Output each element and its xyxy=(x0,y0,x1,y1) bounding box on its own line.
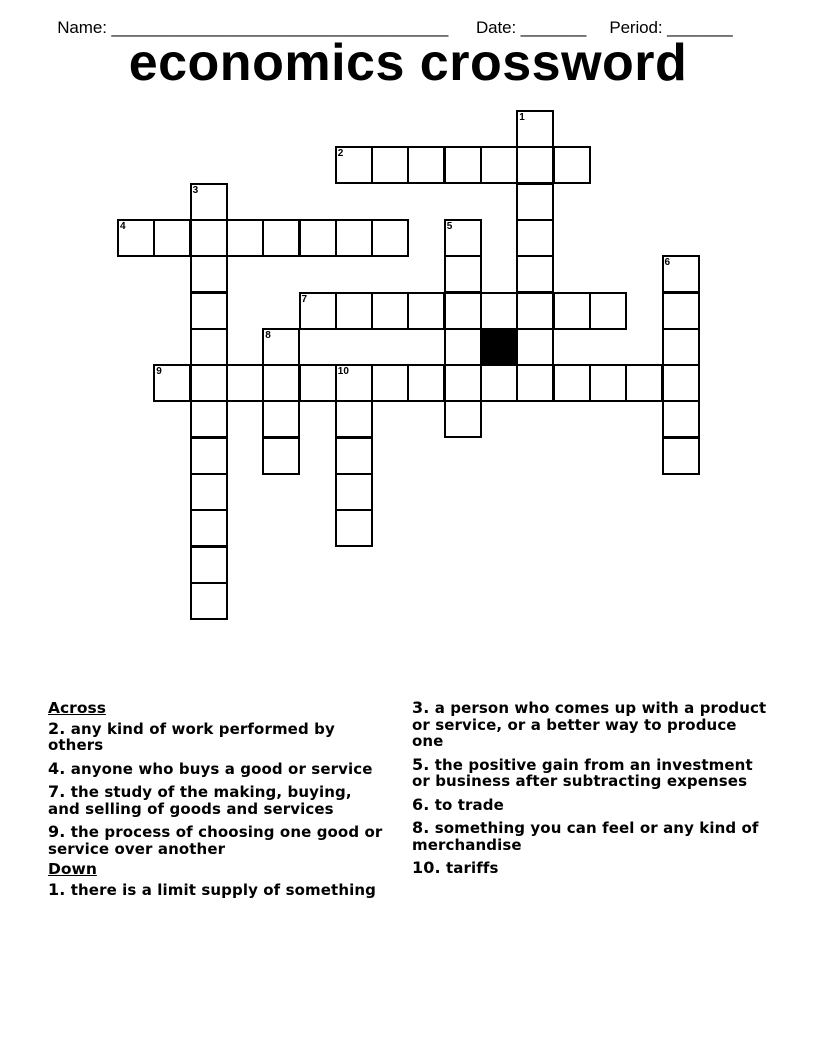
grid-cell[interactable] xyxy=(444,219,482,257)
grid-cell[interactable] xyxy=(335,473,373,511)
clue-down-6 xyxy=(412,794,772,814)
grid-cell[interactable] xyxy=(444,146,482,184)
grid-cell[interactable] xyxy=(407,364,445,402)
grid-cell[interactable] xyxy=(371,146,409,184)
grid-cell[interactable] xyxy=(516,219,554,257)
grid-cell[interactable] xyxy=(299,219,337,257)
clue-text: the process of choosing one good or service over another xyxy=(48,823,383,858)
clue-text: there is a limit supply of something xyxy=(65,880,376,899)
period-blank[interactable]: _______ xyxy=(662,18,733,37)
grid-cell[interactable] xyxy=(589,292,627,330)
grid-cell[interactable] xyxy=(480,364,518,402)
cell-number: 10 xyxy=(337,366,349,378)
grid-cell[interactable] xyxy=(407,292,445,330)
grid-cell[interactable] xyxy=(262,328,300,366)
grid-cell[interactable] xyxy=(190,582,228,620)
grid-cell[interactable] xyxy=(662,437,700,475)
grid-cell[interactable] xyxy=(662,328,700,366)
cell-number: 2 xyxy=(337,148,344,160)
clue-down-3 xyxy=(412,700,772,750)
clue-text: to trade xyxy=(429,795,504,814)
down-heading: Down xyxy=(48,860,97,878)
grid-cell[interactable] xyxy=(262,400,300,438)
grid-cell[interactable] xyxy=(226,219,264,257)
grid-cell[interactable] xyxy=(516,328,554,366)
grid-cell[interactable] xyxy=(516,146,554,184)
clue-number: 1. xyxy=(48,879,66,899)
grid-cell[interactable] xyxy=(516,110,554,148)
cell-number: 9 xyxy=(156,366,162,378)
date-label: Date: xyxy=(475,18,517,37)
grid-cell[interactable] xyxy=(444,400,482,438)
clue-text: the study of the making, buying, and selling of goods and services xyxy=(48,783,352,818)
grid-cell[interactable] xyxy=(335,146,373,184)
grid-cell[interactable] xyxy=(335,509,373,547)
clue-down-5 xyxy=(412,754,772,790)
clue-text: tariffs xyxy=(440,859,499,877)
clue-number: 8. xyxy=(412,818,430,837)
grid-cell[interactable] xyxy=(589,364,627,402)
cell-number: 1 xyxy=(519,112,525,123)
grid-cell[interactable] xyxy=(553,292,591,330)
clue-text: something you can feel or any kind of merchandise xyxy=(412,819,759,854)
clue-across-7 xyxy=(48,784,388,817)
grid-cell[interactable] xyxy=(480,292,518,330)
grid-cell[interactable] xyxy=(190,292,228,330)
grid-cell[interactable] xyxy=(444,328,482,366)
grid-cell[interactable] xyxy=(444,292,482,330)
grid-cell[interactable] xyxy=(444,255,482,293)
clue-text: a person who comes up with a product or service, or a better way to produce one xyxy=(412,699,767,750)
grid-cell[interactable] xyxy=(516,183,554,221)
grid-cell[interactable] xyxy=(190,364,228,402)
grid-cell[interactable] xyxy=(553,146,591,184)
grid-cell[interactable] xyxy=(662,400,700,438)
grid-cell[interactable] xyxy=(262,364,300,402)
grid-cell[interactable] xyxy=(335,364,373,402)
cell-number: 8 xyxy=(265,329,271,341)
grid-cell[interactable] xyxy=(190,328,228,366)
clue-text: any kind of work performed by others xyxy=(48,719,335,754)
grid-cell[interactable] xyxy=(371,364,409,402)
cell-number: 7 xyxy=(301,293,308,305)
grid-cell[interactable] xyxy=(516,364,554,402)
name-label: Name: xyxy=(57,18,107,37)
grid-cell[interactable] xyxy=(117,219,155,257)
clue-number: 3. xyxy=(412,698,430,717)
clue-number: 4. xyxy=(48,758,66,778)
clue-number: 6. xyxy=(412,794,430,814)
clue-across-9 xyxy=(48,824,388,857)
clue-down-10 xyxy=(412,860,772,877)
grid-cell[interactable] xyxy=(299,364,337,402)
grid-cell[interactable] xyxy=(444,364,482,402)
cell-number: 4 xyxy=(120,220,126,232)
name-blank[interactable]: ____________________________________ xyxy=(106,18,449,37)
grid-cell[interactable] xyxy=(190,509,228,547)
grid-cell[interactable] xyxy=(371,219,409,257)
grid-cell[interactable] xyxy=(153,219,191,257)
clues-left-column xyxy=(48,700,388,905)
clue-text: anyone who buys a good or service xyxy=(65,759,373,778)
grid-cell[interactable] xyxy=(190,255,228,293)
cell-number: 6 xyxy=(664,257,671,269)
clue-number: 5. xyxy=(412,754,430,774)
clue-text: the positive gain from an investment or business after subtracting expenses xyxy=(412,755,753,790)
clue-number: 10. xyxy=(412,858,441,877)
clue-down-8 xyxy=(412,820,772,853)
grid-cell[interactable] xyxy=(153,364,191,402)
clue-across-2 xyxy=(48,718,388,754)
clue-number: 7. xyxy=(48,782,66,801)
grid-cell[interactable] xyxy=(335,400,373,438)
grid-cell[interactable] xyxy=(190,400,228,438)
grid-cell[interactable] xyxy=(662,364,700,402)
clue-number: 2. xyxy=(48,718,66,738)
grid-cell[interactable] xyxy=(262,437,300,475)
grid-cell[interactable] xyxy=(190,183,228,221)
grid-cell[interactable] xyxy=(190,437,228,475)
grid-cell[interactable] xyxy=(190,219,228,257)
grid-cell[interactable] xyxy=(407,146,445,184)
grid-cell[interactable] xyxy=(335,437,373,475)
across-heading: Across xyxy=(48,699,106,717)
clue-across-4 xyxy=(48,758,388,778)
grid-cell[interactable] xyxy=(190,546,228,584)
grid-cell[interactable] xyxy=(625,364,663,402)
clue-number: 9. xyxy=(48,822,66,841)
page-title: economics crossword xyxy=(128,34,688,92)
grid-cell[interactable] xyxy=(190,473,228,511)
grid-cell[interactable] xyxy=(553,364,591,402)
grid-cell[interactable] xyxy=(662,292,700,330)
clue-down-1 xyxy=(48,879,388,899)
grid-cell[interactable] xyxy=(662,255,700,293)
cell-number: 3 xyxy=(192,184,199,196)
grid-cell[interactable] xyxy=(516,292,554,330)
period-label: Period: xyxy=(609,18,663,37)
grid-cell[interactable] xyxy=(371,292,409,330)
cell-number: 5 xyxy=(446,220,453,232)
grid-cell[interactable] xyxy=(299,292,337,330)
black-cell xyxy=(480,328,518,366)
grid-cell[interactable] xyxy=(335,292,373,330)
grid-cell[interactable] xyxy=(335,219,373,257)
grid-cell[interactable] xyxy=(226,364,264,402)
grid-cell[interactable] xyxy=(262,219,300,257)
clues-right-column xyxy=(412,700,772,884)
date-blank[interactable]: _______ xyxy=(516,18,587,37)
grid-cell[interactable] xyxy=(516,255,554,293)
grid-cell[interactable] xyxy=(480,146,518,184)
